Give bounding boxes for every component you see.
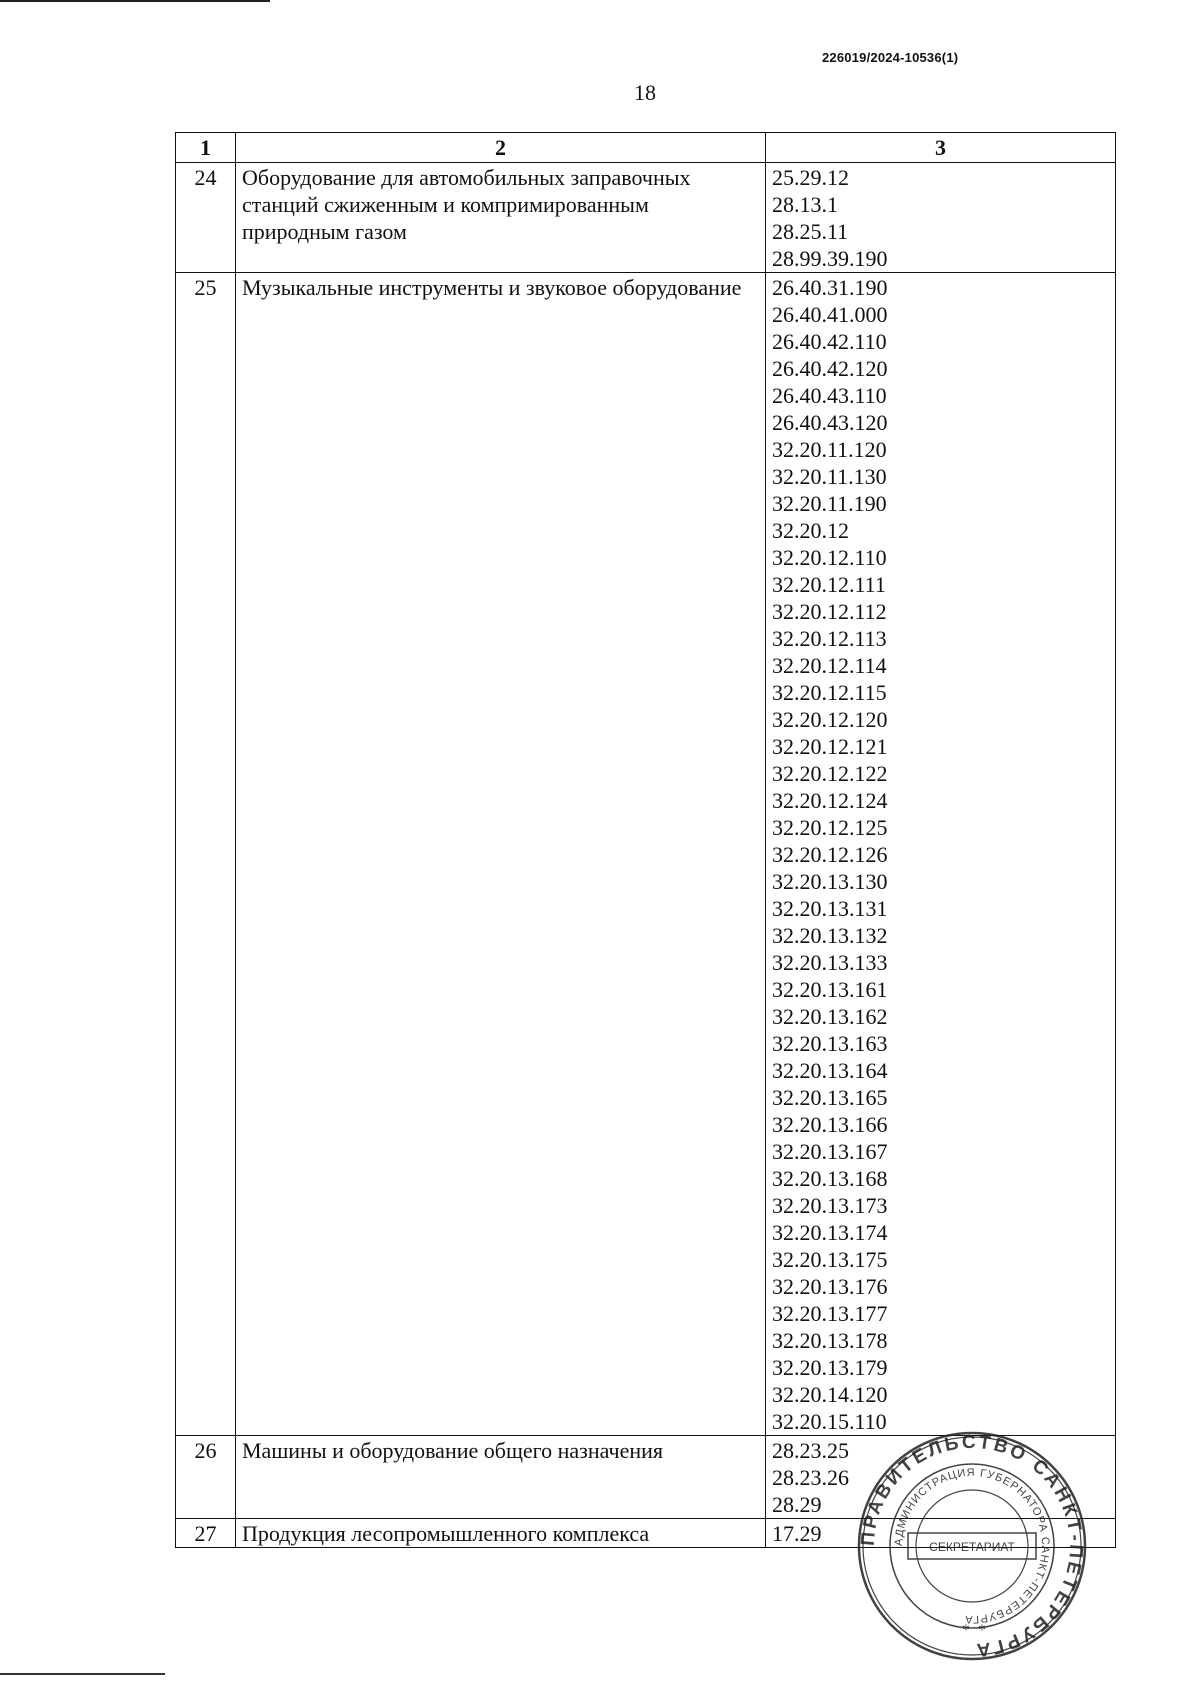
official-seal-stamp xyxy=(856,1430,1088,1662)
column-header: 1 xyxy=(176,133,236,163)
okpd-code: 26.40.42.120 xyxy=(772,356,888,381)
product-table xyxy=(175,132,1116,1548)
top-rule xyxy=(0,0,270,2)
okpd-code: 32.20.13.163 xyxy=(772,1031,888,1056)
okpd-code: 32.20.12 xyxy=(772,518,849,543)
stamp-inner-text: АДМИНИСТРАЦИЯ ГУБЕРНАТОРА САНКТ-ПЕТЕРБУРГА xyxy=(892,1466,1052,1626)
okpd-code: 32.20.12.114 xyxy=(772,653,887,678)
okpd-code: 32.20.12.110 xyxy=(772,545,887,570)
okpd-code: 32.20.15.110 xyxy=(772,1409,887,1434)
okpd-code: 32.20.13.132 xyxy=(772,923,888,948)
document-id: 226019/2024-10536(1) xyxy=(822,50,959,65)
row-number: 26 xyxy=(176,1436,236,1519)
okpd-code: 32.20.13.131 xyxy=(772,896,888,921)
row-number: 24 xyxy=(176,163,236,273)
okpd-code: 32.20.12.122 xyxy=(772,761,888,786)
okpd-code: 32.20.14.120 xyxy=(772,1382,888,1407)
okpd-code: 32.20.13.162 xyxy=(772,1004,888,1029)
okpd-code: 32.20.13.165 xyxy=(772,1085,888,1110)
okpd-code: 32.20.13.178 xyxy=(772,1328,888,1353)
column-header: 3 xyxy=(766,133,1116,163)
okpd-code: 26.40.31.190 xyxy=(772,275,888,300)
row-number: 25 xyxy=(176,273,236,1436)
okpd-code: 32.20.11.130 xyxy=(772,464,887,489)
okpd-code: 32.20.12.112 xyxy=(772,599,887,624)
okpd-code: 32.20.13.168 xyxy=(772,1166,888,1191)
table-header xyxy=(176,133,1116,163)
okpd-code: 26.40.43.120 xyxy=(772,410,888,435)
bottom-rule xyxy=(0,1673,165,1675)
okpd-code: 28.99.39.190 xyxy=(772,246,888,271)
okpd-code: 32.20.13.173 xyxy=(772,1193,888,1218)
star-icon: * xyxy=(962,1622,970,1639)
okpd-code: 32.20.13.133 xyxy=(772,950,888,975)
product-name: Музыкальные инструменты и звуковое оборудование xyxy=(236,273,766,1436)
okpd-code: 28.29 xyxy=(772,1492,822,1517)
page-number: 18 xyxy=(634,80,656,105)
okpd-code: 32.20.13.161 xyxy=(772,977,888,1002)
okpd-code: 28.25.11 xyxy=(772,219,849,244)
okpd-code: 32.20.13.166 xyxy=(772,1112,888,1137)
okpd-code: 17.29 xyxy=(772,1521,822,1546)
okpd-code: 32.20.13.179 xyxy=(772,1355,888,1380)
okpd-code: 32.20.13.174 xyxy=(772,1220,888,1245)
column-header: 2 xyxy=(236,133,766,163)
star-icon: * xyxy=(978,1622,986,1639)
okpd-code: 32.20.12.115 xyxy=(772,680,887,705)
okpd-code: 28.13.1 xyxy=(772,192,838,217)
okpd-code: 25.29.12 xyxy=(772,165,849,190)
okpd-code: 32.20.13.164 xyxy=(772,1058,888,1083)
product-name: Машины и оборудование общего назначения xyxy=(236,1436,766,1519)
okpd-code: 28.23.26 xyxy=(772,1465,849,1490)
okpd-code: 32.20.12.125 xyxy=(772,815,888,840)
okpd-code: 32.20.11.190 xyxy=(772,491,887,516)
okpd-code: 26.40.42.110 xyxy=(772,329,887,354)
okpd-code: 32.20.12.120 xyxy=(772,707,888,732)
okpd-code: 28.23.25 xyxy=(772,1438,849,1463)
table-row xyxy=(176,273,1116,1436)
okpd-code: 32.20.12.113 xyxy=(772,626,887,651)
okpd-code: 32.20.13.177 xyxy=(772,1301,888,1326)
okpd-code: 32.20.13.175 xyxy=(772,1247,888,1272)
product-name: Оборудование для автомобильных заправочных станций сжиженным и компримированным природным газом xyxy=(236,163,766,273)
okpd-code: 32.20.13.176 xyxy=(772,1274,888,1299)
okpd-code: 32.20.13.130 xyxy=(772,869,888,894)
stamp-center-text: СЕКРЕТАРИАТ xyxy=(929,1540,1015,1554)
product-name: Продукция лесопромышленного комплекса xyxy=(236,1519,766,1548)
row-number: 27 xyxy=(176,1519,236,1548)
stamp-outer-text: ПРАВИТЕЛЬСТВО САНКТ-ПЕТЕРБУРГА xyxy=(857,1431,1087,1661)
okpd-code: 32.20.12.111 xyxy=(772,572,886,597)
okpd-code: 32.20.11.120 xyxy=(772,437,887,462)
okpd-code: 26.40.41.000 xyxy=(772,302,888,327)
okpd-code: 32.20.12.121 xyxy=(772,734,888,759)
okpd-code: 32.20.12.124 xyxy=(772,788,888,813)
table-row xyxy=(176,163,1116,273)
code-list xyxy=(766,163,1116,273)
code-list xyxy=(766,273,1116,1436)
okpd-code: 26.40.43.110 xyxy=(772,383,887,408)
okpd-code: 32.20.13.167 xyxy=(772,1139,888,1164)
okpd-code: 32.20.12.126 xyxy=(772,842,888,867)
